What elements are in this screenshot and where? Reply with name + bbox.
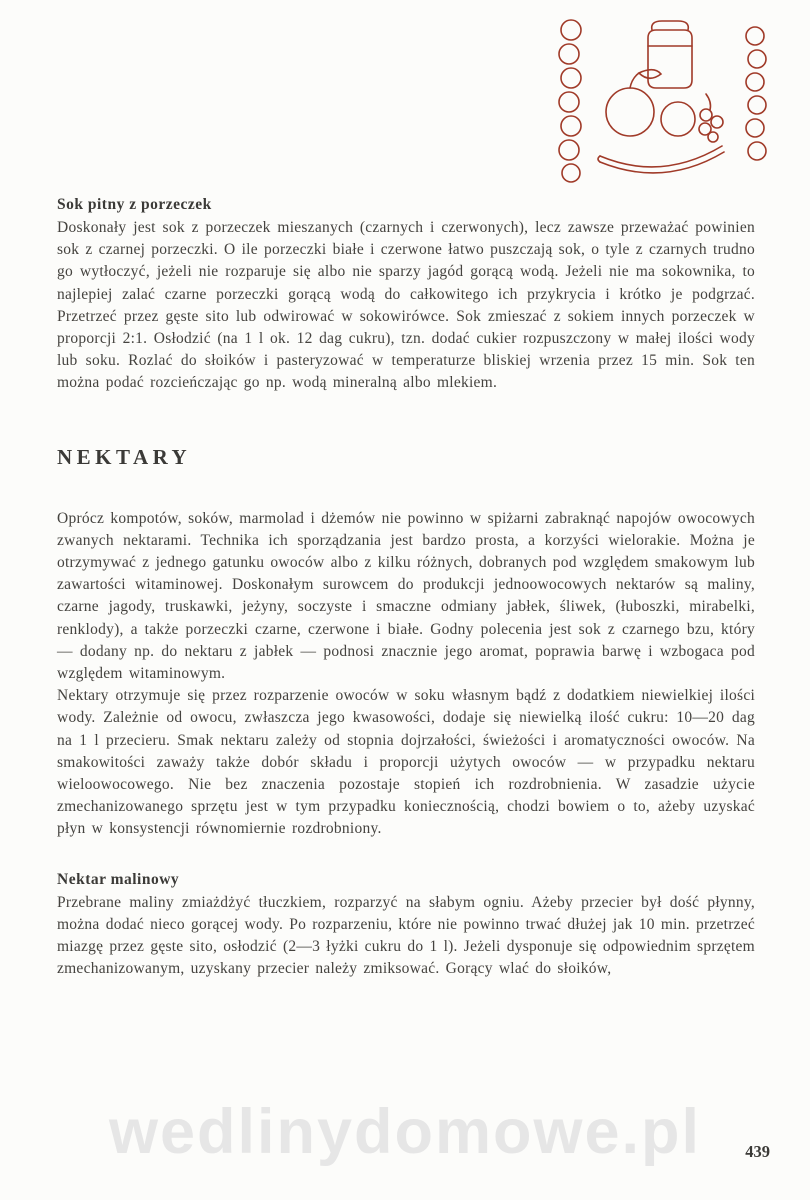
section-sok-pitny [57, 196, 755, 395]
fruit-still-life-illustration [556, 16, 770, 190]
chapter-heading-nektary: NEKTARY [57, 444, 192, 469]
plum-drawing [661, 102, 695, 136]
illustration-strokes [559, 20, 766, 182]
watermark: wedlinydomowe.pl [108, 1097, 702, 1167]
recipe-heading-nektar-malinowy: Nektar malinowy [57, 870, 180, 888]
page-number: 439 [745, 1142, 770, 1161]
currant-bunch-drawing [699, 94, 723, 142]
scallop-border-right [746, 27, 766, 160]
section-nektary [57, 445, 755, 841]
pod-drawing [598, 146, 724, 173]
body-paragraph: Przebrane maliny zmiażdżyć tłuczkiem, rozparzyć na słabym ogniu. Ażeby przecier był dość płynny, można dodać nieco gorącej wody. Po rozparzeniu, które nie powinno trwać dłużej jak 10 min. przetrzeć miazgę przez gęste sito, osłodzić (2—3 łyżki cukru do 1 l). Jeżeli dysponuje się odpowiednim sprzętem zmechanizowanym, uzyskany przecier należy zmiksować. Gorący wlać do słoików, [57, 893, 755, 978]
body-paragraph: Oprócz kompotów, soków, marmolad i dżemów nie powinno w spiżarni zabraknąć napojów owocowych zwanych nektarami. Technika ich sporządzania jest bardzo prosta, a korzyści wielorakie. Można je otrzymywać z jednego gatunku owoców albo z kilku różnych, dobranych pod względem smakowym lub zawartości witaminowej. Doskonałym surowcem do produkcji jednoowocowych nektarów są maliny, czarne jagody, truskawki, jeżyny, soczyste i smaczne odmiany jabłek, śliwek, (łuboszki, mirabelki, renklody), a także porzeczki czarne, czerwone i białe. Godny polecenia jest sok z czarnego bzu, który — dodany np. do nektaru z jabłek — podnosi znacznie jego aromat, poprawia barwę i wzbogaca pod względem witaminowym. [57, 509, 755, 683]
apple-drawing [606, 70, 661, 136]
fruit-illustration-svg [556, 16, 770, 190]
body-paragraph: Nektary otrzymuje się przez rozparzenie owoców w soku własnym bądź z dodatkiem niewielkiej ilości wody. Zależnie od owocu, zwłaszcza jego kwasowości, dodaje się niewielką ilość cukru: 10—20 dag na 1 l przecieru. Smak nektaru zależy od stopnia dojrzałości, świeżości i aromatyczności owoców. Na smakowitości zaważy także dobór składu i proporcji użytych owoców — w przypadku nektaru wieloowocowego. Nie bez znaczenia pozostaje stopień ich rozdrobnienia. W zasadzie użycie zmechanizowanego sprzętu jest w tym przypadku koniecznością, chodzi bowiem o to, ażeby uzyskać płyn w konsystencji równomiernie rozdrobniony. [57, 687, 755, 838]
recipe-heading-sok-pitny: Sok pitny z porzeczek [57, 196, 212, 213]
scallop-border-left [559, 20, 581, 182]
body-paragraph: Doskonały jest sok z porzeczek mieszanych (czarnych i czerwonych), lecz zawsze przeważać powinien sok z czarnej porzeczki. O ile porzeczki białe i czerwone łatwo puszczają sok, o tyle z czarnych trudno go wytłoczyć, jeżeli nie rozparuje się albo nie sparzy jagód gorącą wodą. Jeżeli nie ma sokownika, to najlepiej zalać czarne porzeczki gorącą wodą do całkowitego ich przykrycia i krótko je podgrzać. Przetrzeć przez gęste sito lub odwirować w sokowirówce. Sok zmieszać z sokiem innych porzeczek w proporcji 2:1. Osłodzić (na 1 l ok. 12 dag cukru), tzn. dodać cukier rozpuszczony w małej ilości wody lub soku. Rozlać do słoików i pasteryzować w temperaturze bliskiej wrzenia przez 15 min. Sok ten można podać rozcieńczając go np. wodą mineralną albo mlekiem. [57, 219, 755, 392]
section-nektar-malinowy [57, 871, 755, 981]
